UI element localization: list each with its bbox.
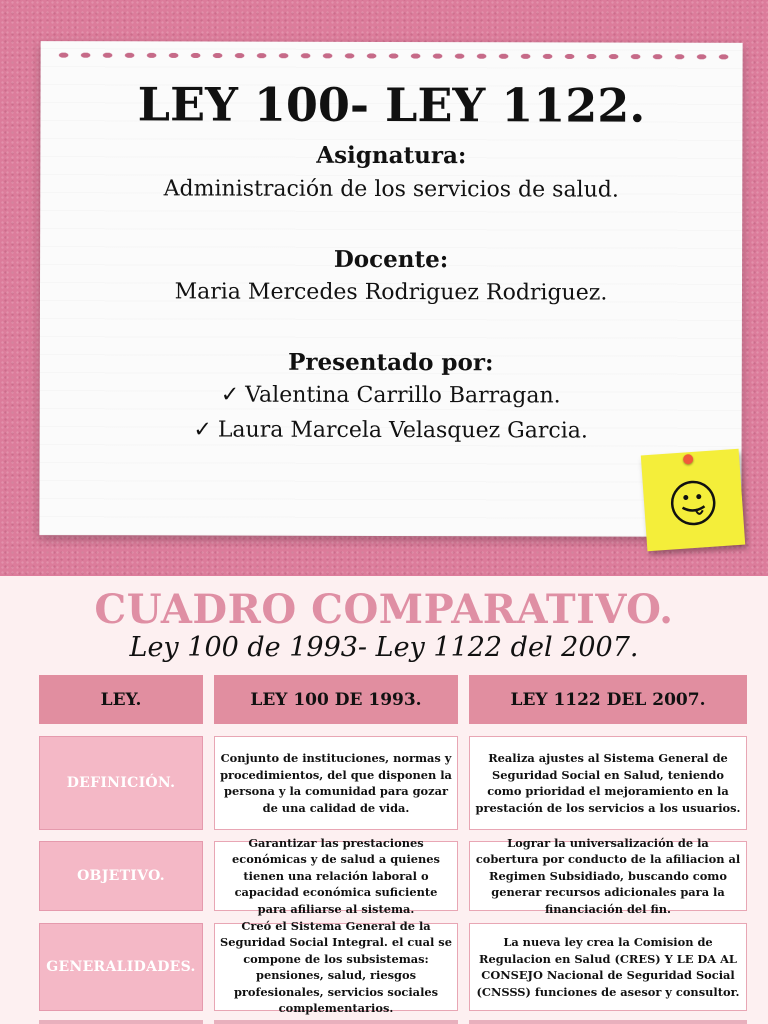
student-name: Laura Marcela Velasquez Garcia.: [217, 417, 588, 444]
cover-title: LEY 100- LEY 1122.: [137, 77, 646, 133]
sticky-note: [641, 449, 745, 552]
student-name: Valentina Carrillo Barragan.: [245, 382, 561, 409]
comparison-subtitle: Ley 100 de 1993- Ley 1122 del 2007.: [129, 632, 639, 663]
table-cell: La nueva ley crea la Comision de Regulacion en Salud (CRES) Y LE DA AL CONSEJO Nacional de Seguridad Social (CNSSS) funciones de asesor y consultor.: [469, 923, 747, 1011]
next-row-edge: [469, 1020, 747, 1024]
teacher-value: Maria Mercedes Rodriguez Rodriguez.: [174, 279, 608, 306]
checkmark-icon: ✓: [193, 417, 212, 443]
paper-holes: [53, 49, 733, 63]
notebook-paper: [39, 41, 742, 537]
row-label-generalidades: GENERALIDADES.: [39, 923, 203, 1011]
table-cell: Garantizar las prestaciones económicas y de salud a quienes tienen una relación laboral o capacidad económica suficiente para afiliarse al sistema.: [214, 841, 458, 911]
table-cell: Lograr la universalización de la cobertura por conducto de la afiliacion al Regimen Subsidiado, buscando como generar recursos adicionales para la financiación del fin.: [469, 841, 747, 911]
table-cell: Creó el Sistema General de la Seguridad Social Integral. el cual se compone de los subsistemas: pensiones, salud, riesgos profesionales, servicios sociales complementarios.: [214, 923, 458, 1011]
comparison-title: CUADRO COMPARATIVO.: [94, 586, 674, 633]
header-ley100: LEY 100 DE 1993.: [214, 675, 458, 724]
subject-value: Administración de los servicios de salud.: [163, 176, 619, 203]
presented-label: Presentado por:: [288, 348, 494, 377]
smiley-icon: [667, 476, 720, 529]
teacher-label: Docente:: [333, 245, 449, 274]
next-row-edge: [214, 1020, 458, 1024]
header-ley: LEY.: [39, 675, 203, 724]
checkmark-icon: ✓: [220, 382, 240, 408]
student-item: [40, 417, 742, 444]
header-ley1122: LEY 1122 DEL 2007.: [469, 675, 747, 724]
student-item: [40, 382, 742, 409]
row-label-objetivo: OBJETIVO.: [39, 841, 203, 911]
subject-label: Asignatura:: [316, 141, 467, 170]
table-cell: Realiza ajustes al Sistema General de Seguridad Social en Salud, teniendo como prioridad el mejoramiento en la prestación de los servicios a los usuarios.: [469, 736, 747, 830]
next-row-edge: [39, 1020, 203, 1024]
pushpin-icon: [683, 454, 694, 465]
table-cell: Conjunto de instituciones, normas y procedimientos, del que disponen la persona y la comunidad para gozar de una calidad de vida.: [214, 736, 458, 830]
row-label-definicion: DEFINICIÓN.: [39, 736, 203, 830]
